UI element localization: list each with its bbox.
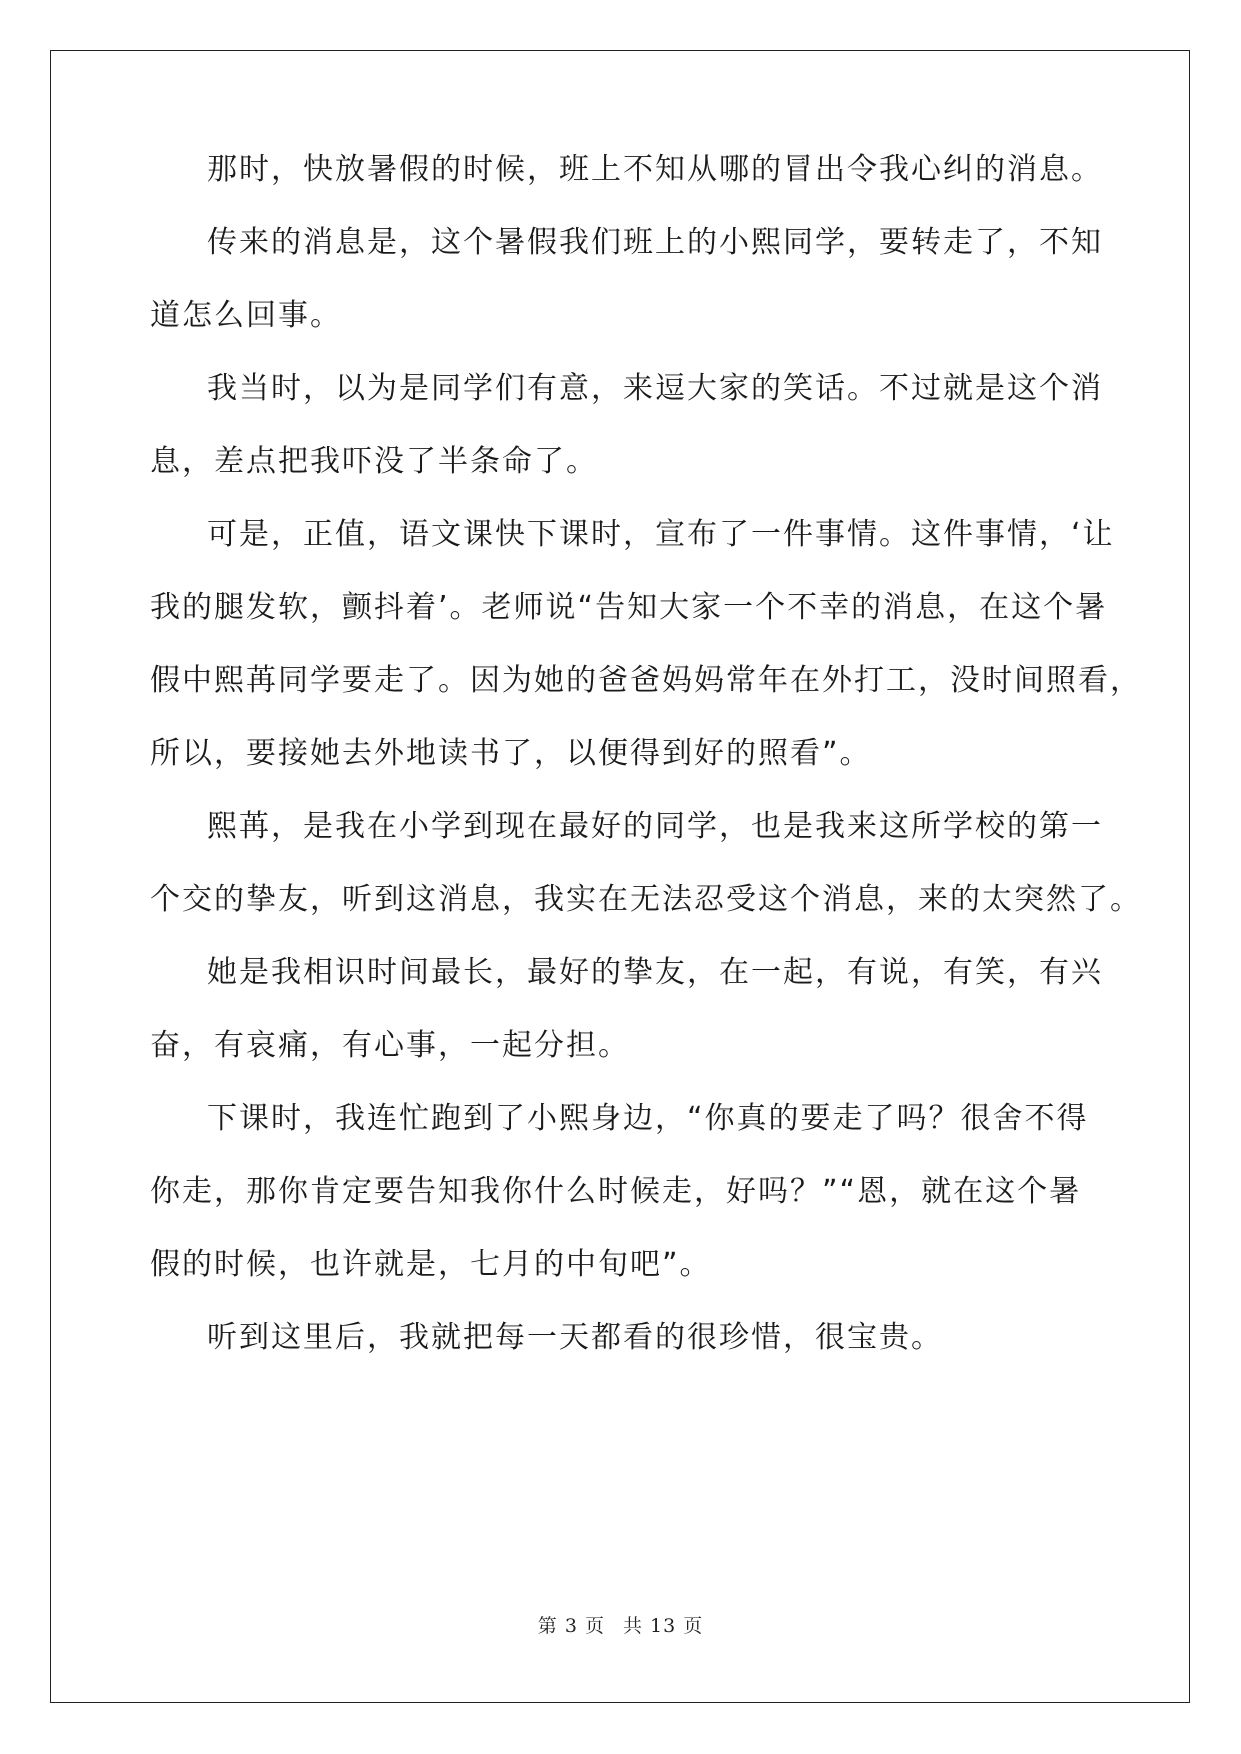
paragraph-5-line-2: 个交的挚友，听到这消息，我实在无法忍受这个消息，来的太突然了。	[150, 882, 1142, 917]
paragraph-7-line-3: 假的时候，也许就是，七月的中旬吧”。	[150, 1247, 712, 1282]
paragraph-2-line-1: 传来的消息是，这个暑假我们班上的小熙同学，要转走了，不知	[207, 225, 1103, 260]
paragraph-4-line-2: 我的腿发软，颤抖着’。老师说“告知大家一个不幸的消息，在这个暑	[150, 590, 1108, 625]
page-total: 共 13 页	[622, 1615, 704, 1637]
paragraph-6-line-2: 奋，有哀痛，有心事，一起分担。	[150, 1028, 630, 1063]
paragraph-4-line-4: 所以，要接她去外地读书了，以便得到好的照看”。	[150, 736, 872, 771]
page-footer	[0, 1611, 1241, 1638]
paragraph-1-line-1: 那时，快放暑假的时候，班上不知从哪的冒出令我心纠的消息。	[207, 152, 1103, 187]
paragraph-7-line-2: 你走，那你肯定要告知我你什么时候走，好吗？”“恩，就在这个暑	[150, 1174, 1082, 1209]
paragraph-7-line-1: 下课时，我连忙跑到了小熙身边，“你真的要走了吗？很舍不得	[207, 1101, 1089, 1136]
paragraph-4-line-3: 假中熙苒同学要走了。因为她的爸爸妈妈常年在外打工，没时间照看，	[150, 663, 1142, 698]
paragraph-5-line-1: 熙苒，是我在小学到现在最好的同学，也是我来这所学校的第一	[207, 809, 1103, 844]
page-number: 第 3 页	[537, 1615, 605, 1637]
paragraph-2-line-2: 道怎么回事。	[150, 298, 342, 333]
paragraph-8-line-1: 听到这里后，我就把每一天都看的很珍惜，很宝贵。	[207, 1320, 943, 1355]
paragraph-3-line-1: 我当时，以为是同学们有意，来逗大家的笑话。不过就是这个消	[207, 371, 1103, 406]
paragraph-6-line-1: 她是我相识时间最长，最好的挚友，在一起，有说，有笑，有兴	[207, 955, 1103, 990]
paragraph-4-line-1: 可是，正值，语文课快下课时，宣布了一件事情。这件事情，‘让	[207, 517, 1115, 552]
paragraph-3-line-2: 息，差点把我吓没了半条命了。	[150, 444, 598, 479]
